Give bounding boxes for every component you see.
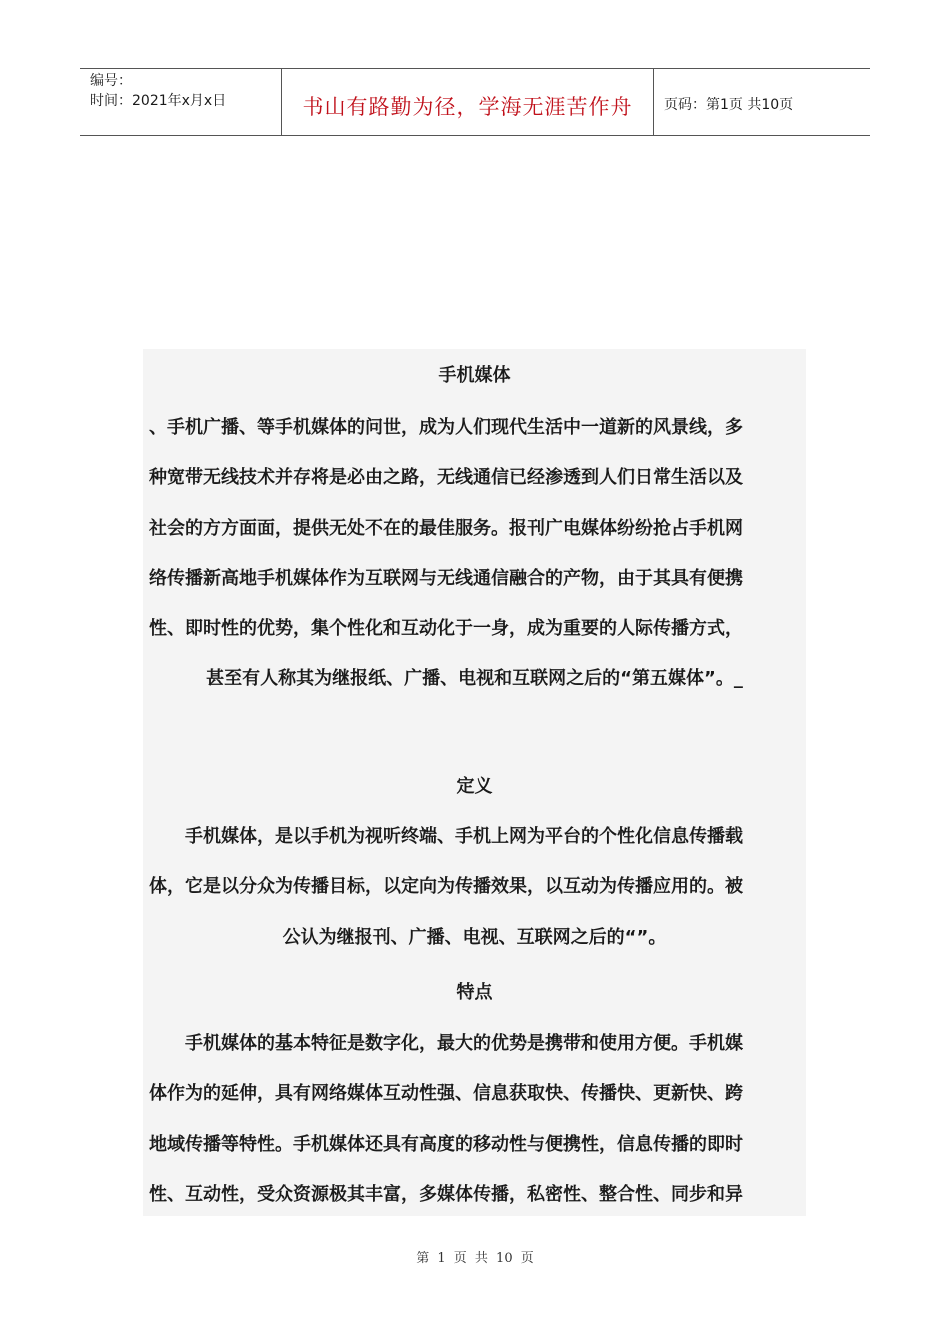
features-line: 地域传播等特性。手机媒体还具有高度的移动性与便携性，信息传播的即时 [149, 1133, 743, 1155]
intro-line: 甚至有人称其为继报纸、广播、电视和互联网之后的“第五媒体”。_ [206, 668, 743, 690]
definition-line: 体，它是以分众为传播目标，以定向为传播效果，以互动为传播应用的。被 [149, 876, 743, 898]
intro-line: 、手机广播、等手机媒体的问世，成为人们现代生活中一道新的风景线，多 [149, 417, 743, 438]
definition-heading: 定义 [456, 776, 493, 797]
definition-line: 手机媒体，是以手机为视听终端、手机上网为平台的个性化信息传播载 [149, 826, 743, 847]
intro-line: 种宽带无线技术并存将是必由之路，无线通信已经渗透到人们日常生活以及 [149, 467, 743, 489]
intro-line: 社会的方方面面，提供无处不在的最佳服务。报刊广电媒体纷纷抢占手机网 [149, 517, 743, 539]
definition-paragraph [149, 812, 800, 963]
features-heading: 特点 [456, 982, 493, 1003]
intro-paragraph [149, 403, 800, 705]
page-footer: 第 1 页 共 10 页 [416, 1251, 534, 1266]
definition-line: 公认为继报刊、广播、电视、互联网之后的“”。 [282, 926, 667, 948]
intro-line: 络传播新高地手机媒体作为互联网与无线通信融合的产物，由于其具有便携 [149, 567, 743, 589]
page-code: 页码：第1页 共10页 [664, 97, 794, 113]
document-body [143, 349, 806, 1216]
features-line: 手机媒体的基本特征是数字化，最大的优势是携带和使用方便。手机媒 [149, 1033, 743, 1054]
motto-text: 书山有路勤为径，学海无涯苦作舟 [302, 95, 633, 119]
features-line: 性、互动性，受众资源极其丰富，多媒体传播，私密性、整合性、同步和异 [149, 1183, 743, 1205]
features-paragraph [149, 1019, 800, 1216]
number-label: 编号： [90, 73, 132, 89]
time-label: 时间：2021年x月x日 [90, 93, 227, 109]
header-page-cell [654, 69, 870, 135]
header-meta [80, 69, 281, 135]
document-title: 手机媒体 [438, 365, 511, 386]
intro-line: 性、即时性的优势，集个性化和互动化于一身，成为重要的人际传播方式， [149, 618, 743, 640]
header-motto-cell [281, 69, 654, 135]
features-line: 体作为的延伸，具有网络媒体互动性强、信息获取快、传播快、更新快、跨 [149, 1083, 743, 1105]
page-header [80, 68, 870, 136]
